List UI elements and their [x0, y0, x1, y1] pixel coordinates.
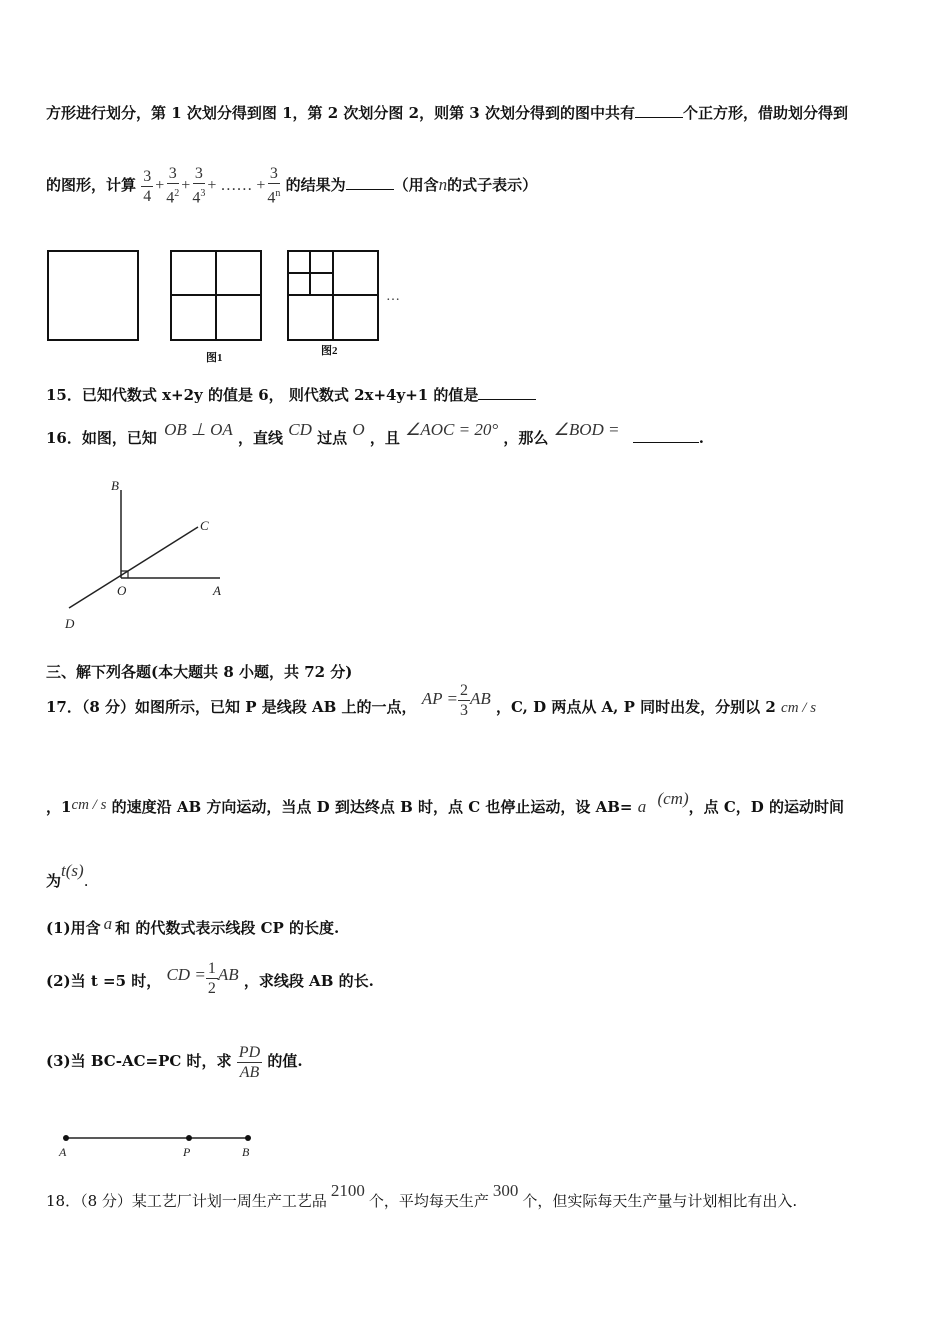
figure-1: [171, 251, 261, 340]
q17-part1: [46, 914, 340, 938]
q17-line3: [46, 861, 89, 891]
q18-line: [46, 1181, 798, 1211]
series-term-3: $\frac{3}{4^3}$: [192, 165, 206, 207]
q14-line2: [46, 163, 537, 208]
q17-part3: [46, 1033, 303, 1089]
q17-part2: [46, 955, 374, 1007]
q17-part3-b: 的值.: [267, 1052, 303, 1070]
q17-unit-2: cm / s: [71, 797, 107, 813]
q18-number-2100: 2100: [330, 1181, 365, 1200]
q17-part1-math: a: [103, 914, 113, 933]
q16-line: [46, 418, 704, 458]
q17-text-1b: ，C, D 两点从 A, P 同时出发，分别以 2: [495, 698, 776, 716]
point-p: [186, 1135, 192, 1141]
fig2-label: 图2: [321, 345, 338, 357]
q14-line1-end: 个正方形，借助划分得到: [682, 104, 848, 122]
series-dots: ……: [220, 177, 253, 194]
label-c: C: [200, 518, 209, 533]
point-a: [63, 1135, 69, 1141]
series-term-2: $\frac{3}{4^2}$: [166, 165, 180, 207]
q17-text-3b: .: [83, 872, 89, 890]
q17-math-ab: AB: [469, 689, 491, 708]
q17-part2-b: ，求线段 AB 的长.: [243, 972, 374, 990]
answer-blank: [346, 175, 394, 190]
q14-line2-mid: 的结果为: [285, 176, 346, 194]
label-d: D: [65, 616, 75, 631]
q17-part2-a: (2)当 t =5 时，: [46, 972, 162, 990]
q16-text-4: ，那么: [503, 429, 549, 447]
q16-end: .: [698, 429, 704, 447]
q17-text-2b: 的速度沿 AB 方向运动，当点 D 到达终点 B 时，点 C 也停止运动，设 AB=: [111, 798, 633, 816]
plus-sign: +: [181, 177, 191, 194]
q14-line1: [46, 102, 848, 123]
q17-math-ap: AP =: [421, 689, 458, 708]
answer-blank: [478, 385, 536, 400]
label-b: B: [111, 478, 119, 493]
q18-text-a: 18．（8 分）某工艺厂计划一周生产工艺品: [46, 1192, 327, 1210]
ellipsis: …: [386, 289, 400, 304]
q17-part2-frac: $\frac{1}{2}$: [207, 959, 216, 997]
label-a: A: [213, 583, 221, 598]
q17-part2-math: CD =: [166, 965, 206, 984]
plus-sign: +: [207, 177, 217, 194]
point-b: [245, 1135, 251, 1141]
q17-part3-a: (3)当 BC-AC=PC 时，求: [46, 1052, 232, 1070]
fig1-label: 图1: [206, 352, 223, 364]
q14-figures: [40, 240, 440, 370]
q17-math-a: a: [637, 797, 647, 816]
q17-text-2a: ，1: [46, 798, 72, 816]
label-o: O: [117, 583, 127, 598]
label-p: P: [183, 1145, 191, 1159]
figure-2: [288, 251, 378, 340]
series-term-1: $\frac{3}{4}$: [143, 167, 152, 205]
q14-line1-text: 方形进行划分，第 1 次划分得到图 1，第 2 次划分图 2，则第 3 次划分得到的图中共有: [46, 104, 635, 122]
q17-part2-ab: AB: [217, 965, 239, 984]
q18-number-300: 300: [492, 1181, 519, 1200]
plus-sign: +: [155, 177, 165, 194]
q16-math-angle: ∠AOC = 20°: [405, 420, 499, 439]
q17-text-1a: 17．（8 分）如图所示，已知 P 是线段 AB 上的一点，: [46, 698, 417, 716]
answer-blank: [635, 103, 683, 118]
q16-prefix: 16．如图，已知: [46, 429, 157, 447]
figure-0-square: [48, 251, 138, 340]
answer-blank: [633, 428, 699, 443]
q17-frac-2-3: $\frac{2}{3}$: [459, 681, 468, 719]
label-a: A: [59, 1145, 67, 1159]
q16-text-3: ，且: [369, 429, 400, 447]
q18-text-b: 个，平均每天生产: [368, 1192, 489, 1210]
q16-math-perp: OB ⊥ OA: [164, 420, 233, 439]
q16-diagram: [55, 470, 255, 640]
q17-math-t: t(s): [61, 861, 84, 880]
series-term-n: $\frac{3}{4^n}$: [267, 165, 281, 207]
q17-part1-b: 和 的代数式表示线段 CP 的长度.: [115, 919, 340, 937]
q16-text-1: ，直线: [237, 429, 283, 447]
q14-line2-start: 的图形，计算: [46, 176, 137, 194]
section-3-text: 三、解下列各题(本大题共 8 小题，共 72 分): [46, 663, 353, 681]
q16-math-o: O: [352, 420, 365, 439]
line-cd: [69, 527, 198, 608]
q17-math-cm: (cm): [657, 789, 689, 808]
q17-line2: [46, 789, 845, 817]
q15-text: 15．已知代数式 x+2y 的值是 6， 则代数式 2x+4y+1 的值是: [46, 386, 479, 404]
label-b: B: [242, 1145, 250, 1159]
q14-line2-end: （用含: [393, 176, 439, 194]
q16-math-bod: ∠BOD =: [553, 420, 620, 439]
q17-part3-frac: $\frac{PD}{AB}$: [238, 1043, 261, 1081]
plus-sign: +: [256, 177, 266, 194]
q17-text-2c: ，点 C，D 的运动时间: [688, 798, 845, 816]
q17-unit-1: cm / s: [781, 700, 817, 716]
q17-part1-a: (1)用含: [46, 919, 101, 937]
q16-math-cd: CD: [288, 420, 312, 439]
q17-segment-diagram: [52, 1128, 272, 1164]
q18-text-c: 个，但实际每天生产量与计划相比有出入.: [522, 1192, 798, 1210]
q14-line2-tail: 的式子表示）: [447, 176, 538, 194]
q15-line: [46, 384, 536, 405]
section-3-title: [46, 661, 352, 682]
q16-text-2: 过点: [317, 429, 348, 447]
q17-line1: [46, 681, 817, 731]
var-n: n: [438, 175, 448, 194]
q17-text-3a: 为: [46, 872, 62, 890]
